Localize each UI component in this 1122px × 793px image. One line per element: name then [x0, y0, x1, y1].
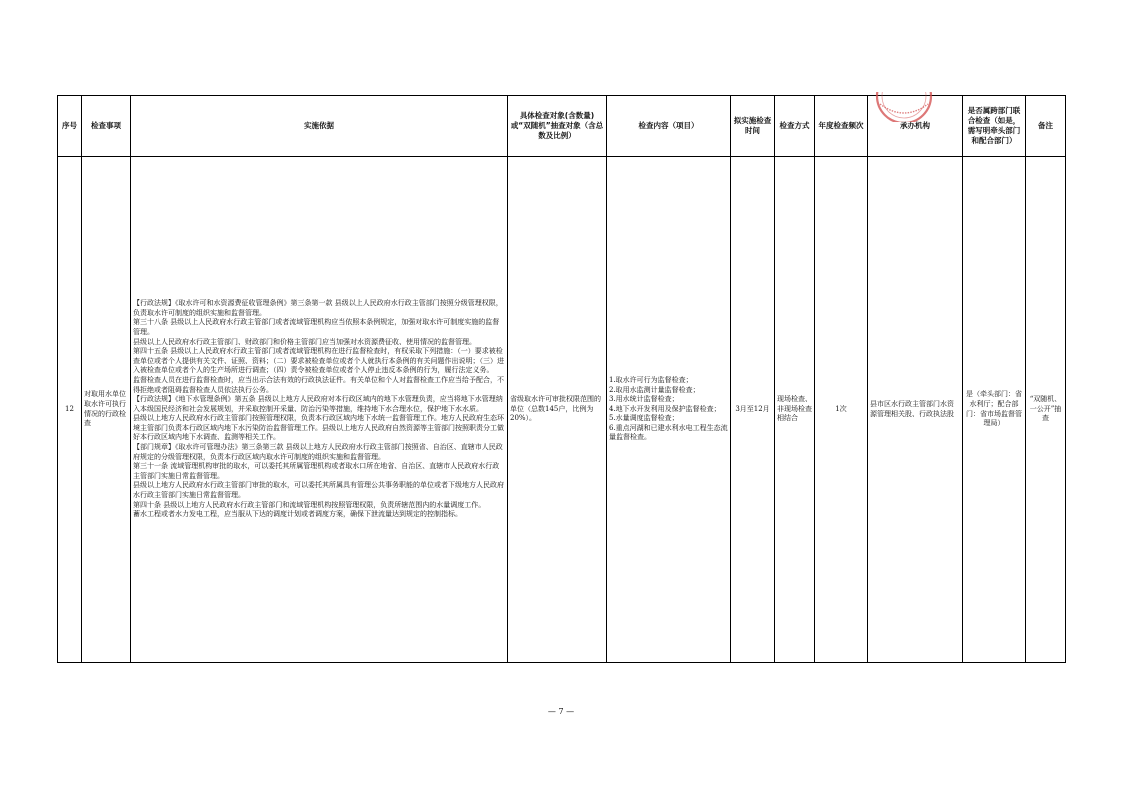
document-sheet [57, 95, 1065, 663]
content-item: 2.取用水监测计量监督检查； [609, 385, 700, 394]
cell-time: 3月至12月 [731, 157, 775, 663]
header-joint: 是否属跨部门联合检查（如是，需写明牵头部门和配合部门） [963, 96, 1026, 157]
cell-agency: 县市区水行政主管部门水资源管理相关股、行政执法股 [868, 157, 963, 663]
basis-paragraph: 县级以上地方人民政府水行政主管部门审批的取水，可以委托其所属具有管理公共事务职能的单位或者下级地方人民政府水行政主管部门实施日常监督管理。 [133, 481, 504, 500]
cell-method: 现场检查、非现场检查相结合 [775, 157, 815, 663]
basis-paragraph: 监督检查人员在进行监督检查时，应当出示合法有效的行政执法证件。有关单位和个人对监督检查工作应当给予配合，不得拒绝或者阻碍监督检查人员依法执行公务。 [133, 375, 504, 394]
basis-paragraph: 蓄水工程或者水力发电工程，应当服从下达的调度计划或者调度方案，确保下泄流量达到规定的控制指标。 [133, 510, 462, 519]
header-remark: 备注 [1026, 96, 1066, 157]
header-method: 检查方式 [775, 96, 815, 157]
table-row [58, 157, 1066, 663]
table-header-row [58, 96, 1066, 157]
basis-paragraph: 【行政法规】《取水许可和水资源费征收管理条例》第三条第一款 县级以上人民政府水行政主管部门按照分级管理权限，负责取水许可制度的组织实施和监督管理。 [133, 299, 503, 317]
header-frequency: 年度检查频次 [815, 96, 868, 157]
content-item: 6.重点河湖和已建水利水电工程生态流量监督检查。 [609, 423, 728, 442]
content-item: 4.地下水开发利用及保护监督检查； [609, 404, 721, 413]
cell-remark: “双随机、一公开”抽查 [1026, 157, 1066, 663]
basis-paragraph: 第三十八条 县级以上人民政府水行政主管部门或者流域管理机构应当依照本条例规定，加强对取水许可制度实施的监督管理。 [133, 318, 500, 336]
basis-paragraph: 【行政法规】《地下水管理条例》第五条 县级以上地方人民政府对本行政区域内的地下水管理负责，应当将地下水管理纳入本级国民经济和社会发展规划，并采取控制开采量、防治污染等措施，维持地下水合理水位，保护地下水水质。 [133, 395, 503, 413]
cell-joint: 是（牵头部门：省水利厅；配合部门：省市场监督管理局） [963, 157, 1026, 663]
cell-item: 对取用水单位取水许可执行情况的行政检查 [82, 157, 131, 663]
basis-paragraph: 第四十条 县级以上地方人民政府水行政主管部门和流域管理机构按照管理权限，负责所辖范围内的水量调度工作。 [133, 500, 486, 509]
header-agency: 承办机构 [868, 96, 963, 157]
header-content: 检查内容（项目） [607, 96, 731, 157]
page-number: — 7 — [547, 707, 575, 716]
basis-paragraph: 【部门规章】《取水许可管理办法》第三条第三款 县级以上地方人民政府水行政主管部门按照省、自治区、直辖市人民政府规定的分级管理权限，负责本行政区域内取水许可制度的组织实施和监督管理。 [133, 443, 503, 461]
cell-seq: 12 [58, 157, 82, 663]
cell-content [607, 157, 731, 663]
basis-paragraph: 县级以上地方人民政府水行政主管部门按照管理权限，负责本行政区域内地下水统一监督管理工作。地方人民政府生态环境主管部门负责本行政区域内地下水污染防治监督管理工作。县级以上地方人民政府自然资源等主管部门按照职责分工做好本行政区域内地下水调查、监测等相关工作。 [133, 414, 504, 442]
header-basis: 实施依据 [131, 96, 508, 157]
basis-paragraph: 第三十一条 流域管理机构审批的取水，可以委托其所属管理机构或者取水口所在地省、自治区、直辖市人民政府水行政主管部门实施日常监督管理。 [133, 462, 500, 480]
header-time: 拟实施检查时间 [731, 96, 775, 157]
content-item: 5.水量调度监督检查； [609, 414, 679, 423]
cell-basis [131, 157, 508, 663]
content-item: 3.用水统计监督检查； [609, 395, 679, 404]
header-seq: 序号 [58, 96, 82, 157]
content-item: 1.取水许可行为监督检查； [609, 375, 693, 384]
cell-frequency: 1次 [815, 157, 868, 663]
cell-object: 省级取水许可审批权限范围的单位（总数145户，比例为20%）。 [508, 157, 607, 663]
basis-paragraph: 县级以上人民政府水行政主管部门、财政部门和价格主管部门应当加强对水资源费征收、使用情况的监督管理。 [133, 337, 476, 346]
header-item: 检查事项 [82, 96, 131, 157]
inspection-table [57, 95, 1066, 663]
header-object: 具体检查对象(含数量)或“双随机”抽查对象（含总数及比例） [508, 96, 607, 157]
basis-paragraph: 第四十五条 县级以上人民政府水行政主管部门或者流域管理机构在进行监督检查时，有权采取下列措施：（一）要求被检查单位或者个人提供有关文件、证照、资料；（二）要求被检查单位或者个人就执行本条例的有关问题作出说明；（三）进入被检查单位或者个人的生产场所进行调查；（四）责令被检查单位或者个人停止违反本条例的行为，履行法定义务。 [133, 347, 504, 375]
